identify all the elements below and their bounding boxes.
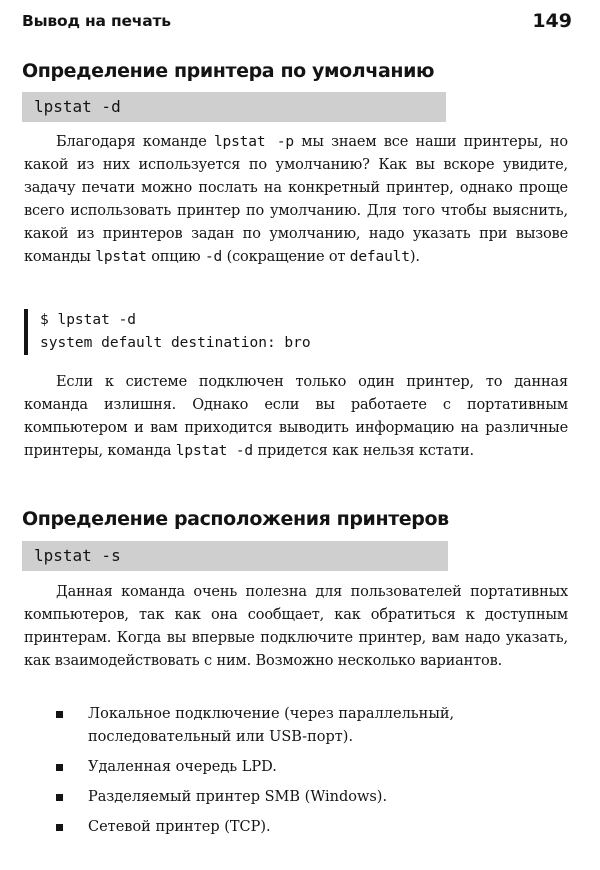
list-item-text: Удаленная очередь LPD. (88, 759, 277, 775)
text: Благодаря команде (56, 134, 214, 150)
paragraph-default-printer (24, 131, 568, 269)
list-item (56, 816, 566, 839)
inline-code: lpstat -d (175, 443, 253, 459)
list-item-text: Сетевой принтер (TCP). (88, 819, 271, 835)
section-heading-default-printer: Определение принтера по умолчанию (22, 60, 435, 82)
inline-code: default (349, 249, 410, 265)
text: Если к системе подключен только один принтер, то данная команда излишня. Однако если вы работаете с портативным компьютером и вам приходится выводить информацию на различные принтеры, команда (24, 374, 568, 459)
inline-code: -d (204, 249, 223, 265)
square-bullet-icon (56, 764, 63, 771)
list-item (56, 756, 566, 779)
text: опцию (146, 249, 205, 265)
square-bullet-icon (56, 711, 63, 718)
square-bullet-icon (56, 824, 63, 831)
running-head (22, 8, 572, 34)
section-heading-printer-location: Определение расположения принтеров (22, 508, 449, 530)
terminal-output (24, 309, 580, 355)
list-item (56, 786, 566, 809)
text: (сокращение от (222, 249, 350, 265)
running-title: Вывод на печать (22, 12, 171, 30)
command-bar-lpstat-s: lpstat -s (22, 541, 448, 571)
text: ). (409, 249, 420, 265)
list-item-text: Разделяемый принтер SMB (Windows). (88, 789, 388, 805)
text: придется как нельзя кстати. (253, 443, 474, 459)
output-line: system default destination: bro (40, 335, 311, 351)
connection-options-list (56, 703, 566, 846)
square-bullet-icon (56, 794, 63, 801)
output-line: $ lpstat -d (40, 312, 137, 328)
text: мы знаем все наши принтеры, но какой из них используется по умолчанию? Как вы вскоре увидите, задачу печати можно послать на конкретный принтер, однако проще всего использовать принтер по умолчанию. Для того чтобы выяснить, какой из принтеров задан по умолчанию, надо указать при вызове команды (24, 134, 568, 265)
inline-code: lpstat -p (213, 134, 294, 150)
command-bar-lpstat-d: lpstat -d (22, 92, 446, 122)
paragraph-printer-location: Данная команда очень полезна для пользователей портативных компьютеров, так как она сообщает, как обратиться к доступным принтерам. Когда вы впервые подключите принтер, вам надо указать, как взаимодействовать с ним. Возможно несколько вариантов. (24, 584, 568, 669)
paragraph-single-printer (24, 371, 568, 463)
list-item-text: Локальное подключение (через параллельный, последовательный или USB-порт). (88, 706, 455, 745)
page-number: 149 (532, 10, 572, 32)
inline-code: lpstat (95, 249, 147, 265)
list-item (56, 703, 566, 749)
